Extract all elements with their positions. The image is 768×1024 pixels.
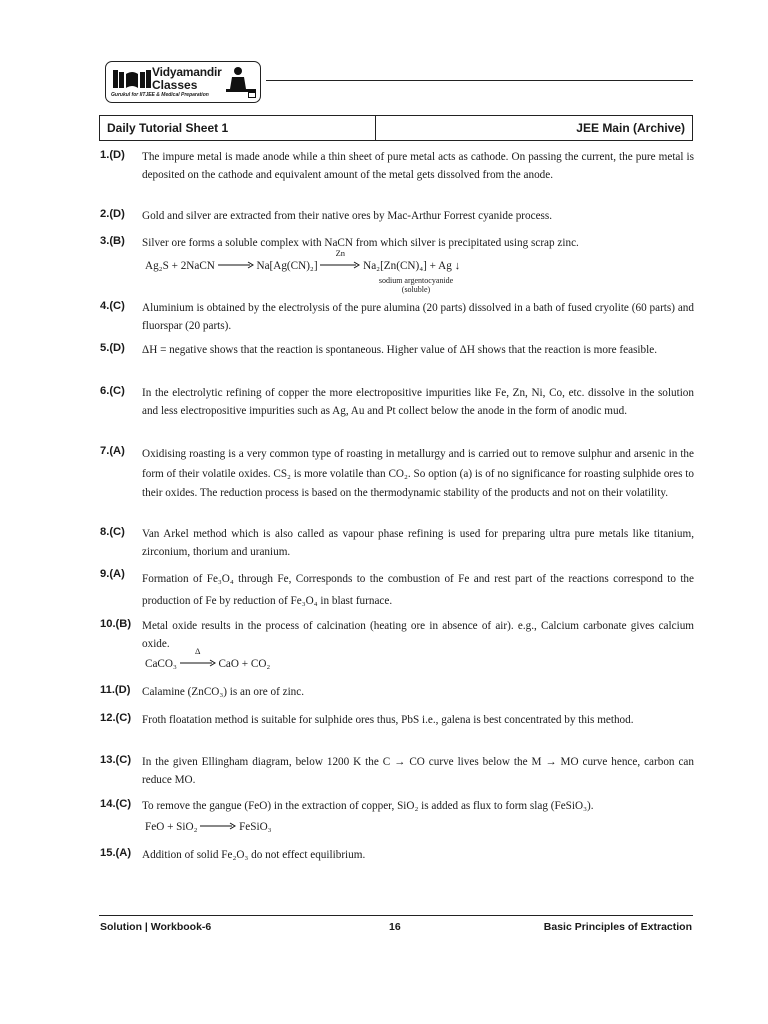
text-part: is more volatile than xyxy=(290,467,389,480)
reaction-arrow-icon xyxy=(320,248,360,272)
solution-item-15 xyxy=(100,847,694,865)
footer-chapter: Basic Principles of Extraction xyxy=(543,921,692,933)
annotation-line: sodium argentocyanide xyxy=(378,276,454,285)
equation-intermediate: Na[Ag(CN)₂] xyxy=(256,260,318,272)
formula: (FeSiO₃) xyxy=(550,800,591,812)
header-rule xyxy=(266,80,693,81)
question-number: 11.(D) xyxy=(100,684,131,696)
annotation-line: (soluble) xyxy=(401,285,431,294)
brand-name-line2: Classes xyxy=(152,78,198,92)
solution-text: Froth floatation method is suitable for sulphide ores thus, PbS i.e., galena is best concentrated by this method. xyxy=(142,714,634,726)
solution-text xyxy=(142,342,694,360)
question-number: 7.(A) xyxy=(100,445,125,457)
reaction-arrow-icon xyxy=(218,260,254,272)
equation-annotation xyxy=(356,276,476,294)
text-part: do not effect equilibrium. xyxy=(248,849,366,861)
arrow-label: Zn xyxy=(335,248,346,259)
solution-item-9 xyxy=(100,568,694,612)
question-number: 9.(A) xyxy=(100,568,125,580)
solution-text: In the electrolytic refining of copper the more electropositive impurities like Fe, Zn, Ni, Co, etc. dissolve in the solution and less electropositive impurities such as Ag, Au and Pt collect below the anode in the form of anodic mud. xyxy=(142,387,694,417)
formula: CO₂ xyxy=(388,467,408,480)
question-number: 2.(D) xyxy=(100,208,125,220)
question-number: 8.(C) xyxy=(100,526,125,538)
solution-text: Gold and silver are extracted from their native ores by Mac-Arthur Forrest cyanide process. xyxy=(142,210,553,222)
question-number: 5.(D) xyxy=(100,342,125,354)
text-part: Addition of solid xyxy=(142,849,222,861)
text-part: through Fe, Corresponds to the combustion of Fe and rest part of the reactions correspond to the production of Fe by reduction of xyxy=(142,573,694,607)
text-part: ΔH = negative shows that the reaction is spontaneous. Higher value of xyxy=(142,344,460,356)
solution-text xyxy=(142,754,694,789)
text-part: shows that the reaction is more feasible. xyxy=(474,344,658,356)
page-number: 16 xyxy=(389,921,401,933)
equation-rhs: FeSiO₃ xyxy=(239,821,272,833)
question-number: 12.(C) xyxy=(100,712,132,724)
text-part: is added as flux to form slag xyxy=(418,800,551,812)
solution-item-3 xyxy=(100,235,694,253)
reaction-arrow-icon xyxy=(180,646,216,670)
text-part: ΔH xyxy=(459,344,475,356)
solution-text: The impure metal is made anode while a thin sheet of pure metal acts as cathode. On passing the current, the pure metal is deposited on the cathode and equivalent amount of the metal gets dissolved from the anode. xyxy=(142,151,694,181)
brand-tagline: Gurukul for IITJEE & Medical Preparation xyxy=(111,92,209,98)
equation-lhs: Ag₂S + 2NaCN xyxy=(145,260,215,272)
text-part: Calamine xyxy=(142,686,188,698)
equation-lhs: FeO + SiO₂ xyxy=(145,821,198,833)
equation-lhs: CaCO₃ xyxy=(145,658,177,670)
question-number: 13.(C) xyxy=(100,754,132,766)
text-part: . So option (a) is of no significance for roasting sulphide ores to their oxides. The reduction process is based on the thermodynamic stability of the products and not on their volatility. xyxy=(142,467,694,499)
formula: (ZnCO₃) xyxy=(187,686,227,698)
sheet-series: JEE Main (Archive) xyxy=(576,121,685,135)
solution-item-11 xyxy=(100,684,694,702)
brand-logo xyxy=(105,61,261,103)
question-number: 10.(B) xyxy=(100,618,132,630)
solution-text xyxy=(142,847,694,865)
solution-text xyxy=(142,798,694,816)
solution-item-12 xyxy=(100,712,694,730)
equation-slag-formation xyxy=(145,821,272,833)
question-number: 3.(B) xyxy=(100,235,125,247)
solution-text xyxy=(142,684,694,702)
solution-item-1 xyxy=(100,149,694,184)
footer-rule xyxy=(99,915,693,916)
text-part: Oxidising roasting is a very common type of roasting in metallurgy and is carried out to remove sulphur and arsenic in the form of their volatile oxides. xyxy=(142,448,694,480)
text-part: CO curve lives below the M xyxy=(409,756,542,768)
solution-item-7 xyxy=(100,445,694,504)
equation-silver-cyanide xyxy=(145,248,461,272)
text-part: Formation of xyxy=(142,573,207,585)
formula: SiO₂ xyxy=(397,800,419,812)
student-desk-icon xyxy=(224,65,258,99)
equation-rhs: CaO + CO₂ xyxy=(218,658,271,670)
formula: Fe₂O₃ xyxy=(221,849,249,861)
text-part: To remove the gangue (FeO) in the extraction of copper, xyxy=(142,800,398,812)
solution-item-8 xyxy=(100,526,694,561)
text-part: . xyxy=(590,800,594,812)
arrow-right-icon: → xyxy=(390,756,410,768)
brand-name-line1: Vidyamandir xyxy=(152,65,222,79)
sheet-header xyxy=(99,115,693,141)
books-icon xyxy=(112,68,152,90)
solution-item-13 xyxy=(100,754,694,789)
solution-text xyxy=(142,568,694,612)
solution-item-4 xyxy=(100,300,694,335)
solution-item-5 xyxy=(100,342,694,360)
text-part: In the given Ellingham diagram, below 1200 K the C xyxy=(142,756,391,768)
solution-item-6 xyxy=(100,385,694,420)
question-number: 15.(A) xyxy=(100,847,132,859)
formula: Fe₃O₄ xyxy=(206,573,234,585)
solution-text: Silver ore forms a soluble complex with NaCN from which silver is precipitated using scrap zinc. xyxy=(142,237,579,249)
sheet-title: Daily Tutorial Sheet 1 xyxy=(100,116,376,140)
question-number: 4.(C) xyxy=(100,300,125,312)
equation-calcination xyxy=(145,646,271,670)
arrow-right-icon: → xyxy=(541,756,561,768)
question-number: 1.(D) xyxy=(100,149,125,161)
arrow-label: Δ xyxy=(194,646,201,657)
solution-text: Aluminium is obtained by the electrolysis of the pure alumina (20 parts) dissolved in a bath of fused cryolite (60 parts) and fluorspar (20 parts). xyxy=(142,302,694,332)
equation-rhs: Na₂[Zn(CN)₄] + Ag ↓ xyxy=(363,260,461,272)
text-part: in blast furnace. xyxy=(317,595,393,607)
footer-workbook: Solution | Workbook-6 xyxy=(100,921,212,933)
text-part: MO curve hence, carbon can reduce MO. xyxy=(142,756,694,786)
solution-text xyxy=(142,445,694,504)
solution-item-14 xyxy=(100,798,694,816)
solution-text: Metal oxide results in the process of calcination (heating ore in absence of air). e.g., Calcium carbonate gives calcium oxide. xyxy=(142,620,694,650)
formula: CS₂ xyxy=(273,467,291,480)
question-number: 6.(C) xyxy=(100,385,125,397)
formula: Fe₃O₄ xyxy=(290,595,318,607)
solution-text: Van Arkel method which is also called as vapour phase refining is used for preparing ultra pure metals like titanium, zirconium, thorium and uranium. xyxy=(142,528,694,558)
solution-item-2 xyxy=(100,208,694,226)
reaction-arrow-icon xyxy=(200,821,236,833)
question-number: 14.(C) xyxy=(100,798,132,810)
text-part: is an ore of zinc. xyxy=(227,686,305,698)
